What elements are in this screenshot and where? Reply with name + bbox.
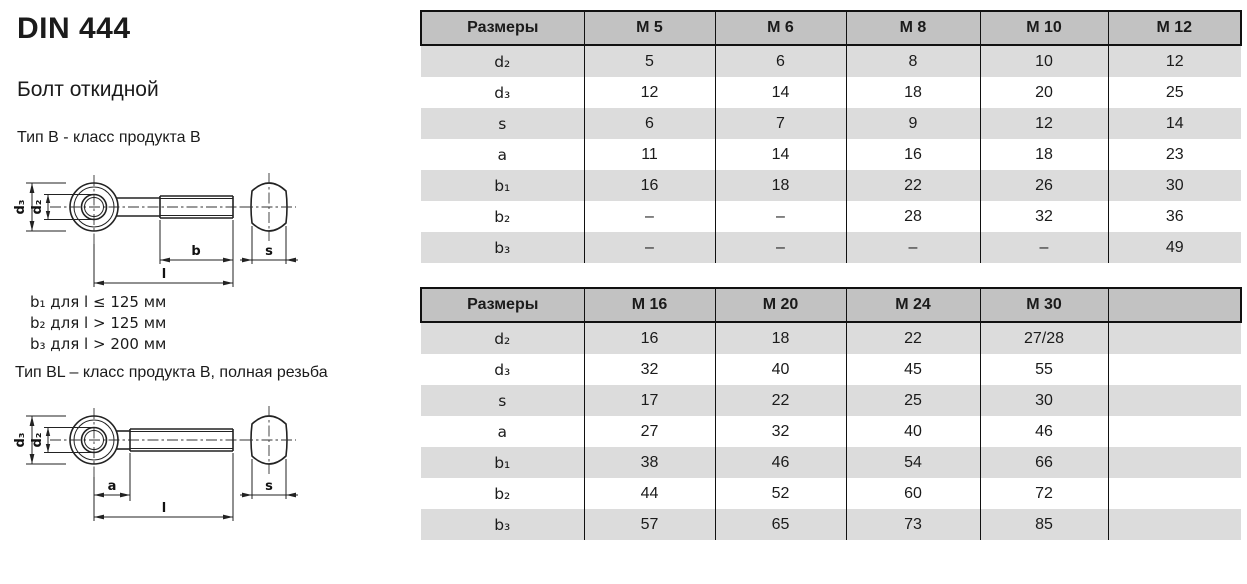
table-row	[421, 354, 1241, 385]
value-cell: 18	[715, 170, 846, 201]
l-label: l	[161, 501, 167, 516]
value-cell: 36	[1108, 201, 1241, 232]
value-cell: 18	[980, 139, 1108, 170]
value-cell: 23	[1108, 139, 1241, 170]
column-header: M 12	[1108, 11, 1241, 45]
column-header: M 10	[980, 11, 1108, 45]
value-cell: 18	[715, 322, 846, 354]
value-cell: 40	[846, 416, 980, 447]
table-row	[421, 232, 1241, 263]
value-cell: 30	[1108, 170, 1241, 201]
value-cell: 32	[715, 416, 846, 447]
value-cell: 26	[980, 170, 1108, 201]
value-cell: 12	[584, 77, 715, 108]
value-cell: –	[980, 232, 1108, 263]
type-b-caption: Тип B - класс продукта B	[17, 129, 201, 146]
note-b3: b₃ для l > 200 мм	[30, 335, 167, 353]
row-label: d₂	[421, 45, 584, 77]
table-row	[421, 201, 1241, 232]
type-b-drawing	[0, 160, 330, 312]
value-cell: 14	[1108, 108, 1241, 139]
value-cell: 52	[715, 478, 846, 509]
value-cell	[1108, 354, 1241, 385]
value-cell: 30	[980, 385, 1108, 416]
page-title: DIN 444	[17, 12, 131, 45]
type-bl-drawing	[0, 393, 330, 558]
value-cell: 27/28	[980, 322, 1108, 354]
value-cell	[1108, 509, 1241, 540]
value-cell: 45	[846, 354, 980, 385]
table-header	[421, 11, 1241, 45]
column-header: M 30	[980, 288, 1108, 322]
table-body	[421, 322, 1241, 540]
column-header: Размеры	[421, 11, 584, 45]
value-cell: 16	[846, 139, 980, 170]
value-cell: 6	[715, 45, 846, 77]
value-cell: 12	[980, 108, 1108, 139]
d3-label: d₃	[13, 199, 28, 215]
row-label: d₂	[421, 322, 584, 354]
row-label: b₃	[421, 232, 584, 263]
value-cell: 65	[715, 509, 846, 540]
value-cell	[1108, 385, 1241, 416]
d2-label: d₂	[30, 199, 45, 215]
value-cell: 73	[846, 509, 980, 540]
value-cell	[1108, 416, 1241, 447]
value-cell: 85	[980, 509, 1108, 540]
value-cell: 17	[584, 385, 715, 416]
centerlines	[50, 408, 248, 477]
value-cell: 49	[1108, 232, 1241, 263]
value-cell: 60	[846, 478, 980, 509]
table-row	[421, 385, 1241, 416]
b-label: b	[191, 244, 201, 259]
row-label: b₂	[421, 201, 584, 232]
value-cell: 18	[846, 77, 980, 108]
value-cell: 16	[584, 322, 715, 354]
row-label: s	[421, 108, 584, 139]
table-row	[421, 509, 1241, 540]
a-label: a	[107, 479, 117, 494]
value-cell: 72	[980, 478, 1108, 509]
value-cell: 10	[980, 45, 1108, 77]
d2-label: d₂	[30, 432, 45, 448]
value-cell: 32	[980, 201, 1108, 232]
eye-side-view	[242, 406, 296, 474]
table-row	[421, 478, 1241, 509]
value-cell	[1108, 322, 1241, 354]
table-body	[421, 45, 1241, 263]
column-header: M 5	[584, 11, 715, 45]
d3-label: d₃	[13, 432, 28, 448]
value-cell: 25	[1108, 77, 1241, 108]
value-cell: 40	[715, 354, 846, 385]
s-label: s	[265, 479, 273, 494]
value-cell: –	[584, 201, 715, 232]
note-b2: b₂ для l > 125 мм	[30, 314, 167, 332]
value-cell: 14	[715, 139, 846, 170]
row-label: b₁	[421, 447, 584, 478]
table-header-row	[421, 11, 1241, 45]
value-cell: 22	[715, 385, 846, 416]
value-cell: 25	[846, 385, 980, 416]
value-cell: 20	[980, 77, 1108, 108]
column-header: M 8	[846, 11, 980, 45]
value-cell: 22	[846, 322, 980, 354]
dimensions-table-m16-m30	[420, 287, 1242, 540]
value-cell	[1108, 478, 1241, 509]
table-row	[421, 45, 1241, 77]
row-label: b₃	[421, 509, 584, 540]
value-cell: 54	[846, 447, 980, 478]
product-name: Болт откидной	[17, 78, 159, 101]
value-cell: 38	[584, 447, 715, 478]
value-cell: 27	[584, 416, 715, 447]
column-header	[1108, 288, 1241, 322]
centerlines	[50, 175, 248, 244]
value-cell: 46	[715, 447, 846, 478]
column-header: M 6	[715, 11, 846, 45]
type-bl-caption: Тип BL – класс продукта B, полная резьба	[15, 364, 328, 381]
value-cell: 9	[846, 108, 980, 139]
value-cell: 28	[846, 201, 980, 232]
eye-side-view	[242, 173, 296, 241]
row-label: a	[421, 416, 584, 447]
dimension-l	[94, 244, 233, 287]
dimensions-table-m5-m12	[420, 10, 1242, 263]
row-label: s	[421, 385, 584, 416]
value-cell: 7	[715, 108, 846, 139]
table-row	[421, 170, 1241, 201]
column-header: M 16	[584, 288, 715, 322]
value-cell: 14	[715, 77, 846, 108]
column-header: Размеры	[421, 288, 584, 322]
value-cell: –	[846, 232, 980, 263]
table-row	[421, 139, 1241, 170]
value-cell	[1108, 447, 1241, 478]
value-cell: 11	[584, 139, 715, 170]
column-header: M 24	[846, 288, 980, 322]
note-b1: b₁ для l ≤ 125 мм	[30, 293, 167, 311]
table-header	[421, 288, 1241, 322]
table-row	[421, 416, 1241, 447]
row-label: b₂	[421, 478, 584, 509]
l-label: l	[161, 267, 167, 282]
value-cell: 44	[584, 478, 715, 509]
value-cell: –	[715, 232, 846, 263]
value-cell: 57	[584, 509, 715, 540]
value-cell: 16	[584, 170, 715, 201]
value-cell: 22	[846, 170, 980, 201]
row-label: b₁	[421, 170, 584, 201]
value-cell: 32	[584, 354, 715, 385]
value-cell: 12	[1108, 45, 1241, 77]
value-cell: –	[584, 232, 715, 263]
table-row	[421, 322, 1241, 354]
table-row	[421, 447, 1241, 478]
s-label: s	[265, 244, 273, 259]
value-cell: 66	[980, 447, 1108, 478]
value-cell: 55	[980, 354, 1108, 385]
value-cell: –	[715, 201, 846, 232]
table-row	[421, 77, 1241, 108]
row-label: d₃	[421, 354, 584, 385]
dimension-b	[160, 220, 233, 264]
value-cell: 5	[584, 45, 715, 77]
table-header-row	[421, 288, 1241, 322]
column-header: M 20	[715, 288, 846, 322]
table-row	[421, 108, 1241, 139]
value-cell: 8	[846, 45, 980, 77]
value-cell: 6	[584, 108, 715, 139]
row-label: d₃	[421, 77, 584, 108]
row-label: a	[421, 139, 584, 170]
value-cell: 46	[980, 416, 1108, 447]
